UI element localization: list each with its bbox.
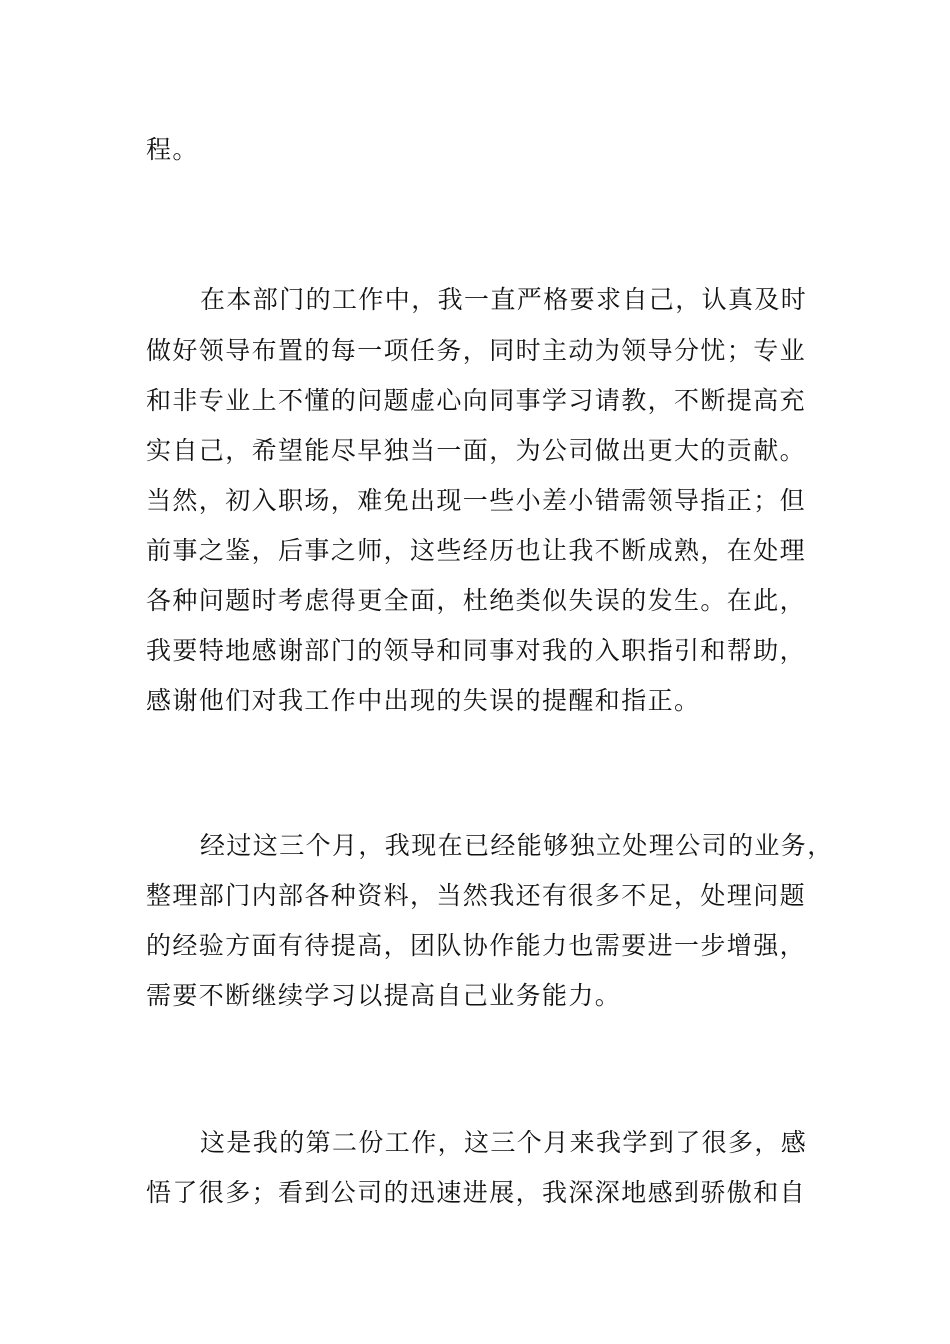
text-line: 做好领导布置的每一项任务，同时主动为领导分忧；专业	[146, 336, 807, 365]
text-line: 的经验方面有待提高，团队协作能力也需要进一步增强，	[146, 931, 807, 960]
paragraph-first-line: 经过这三个月，我现在已经能够独立处理公司的业务，	[200, 831, 834, 860]
text-line: 我要特地感谢部门的领导和同事对我的入职指引和帮助，	[146, 636, 807, 665]
text-line: 和非专业上不懂的问题虚心向同事学习请教，不断提高充	[146, 386, 807, 415]
paragraph-first-line: 这是我的第二份工作，这三个月来我学到了很多，感	[200, 1128, 808, 1157]
text-line: 实自己，希望能尽早独当一面，为公司做出更大的贡献。	[146, 436, 807, 465]
text-line: 当然，初入职场，难免出现一些小差小错需领导指正；但	[146, 486, 807, 515]
text-line: 感谢他们对我工作中出现的失误的提醒和指正。	[146, 686, 701, 715]
text-line: 前事之鉴，后事之师，这些经历也让我不断成熟，在处理	[146, 536, 807, 565]
paragraph-first-line: 在本部门的工作中，我一直严格要求自己，认真及时	[200, 285, 808, 314]
text-line: 程。	[146, 135, 199, 164]
text-line: 整理部门内部各种资料，当然我还有很多不足，处理问题	[146, 881, 807, 910]
text-line: 需要不断继续学习以提高自己业务能力。	[146, 981, 622, 1010]
text-line: 悟了很多；看到公司的迅速进展，我深深地感到骄傲和自	[146, 1178, 807, 1207]
text-line: 各种问题时考虑得更全面，杜绝类似失误的发生。在此，	[146, 586, 807, 615]
